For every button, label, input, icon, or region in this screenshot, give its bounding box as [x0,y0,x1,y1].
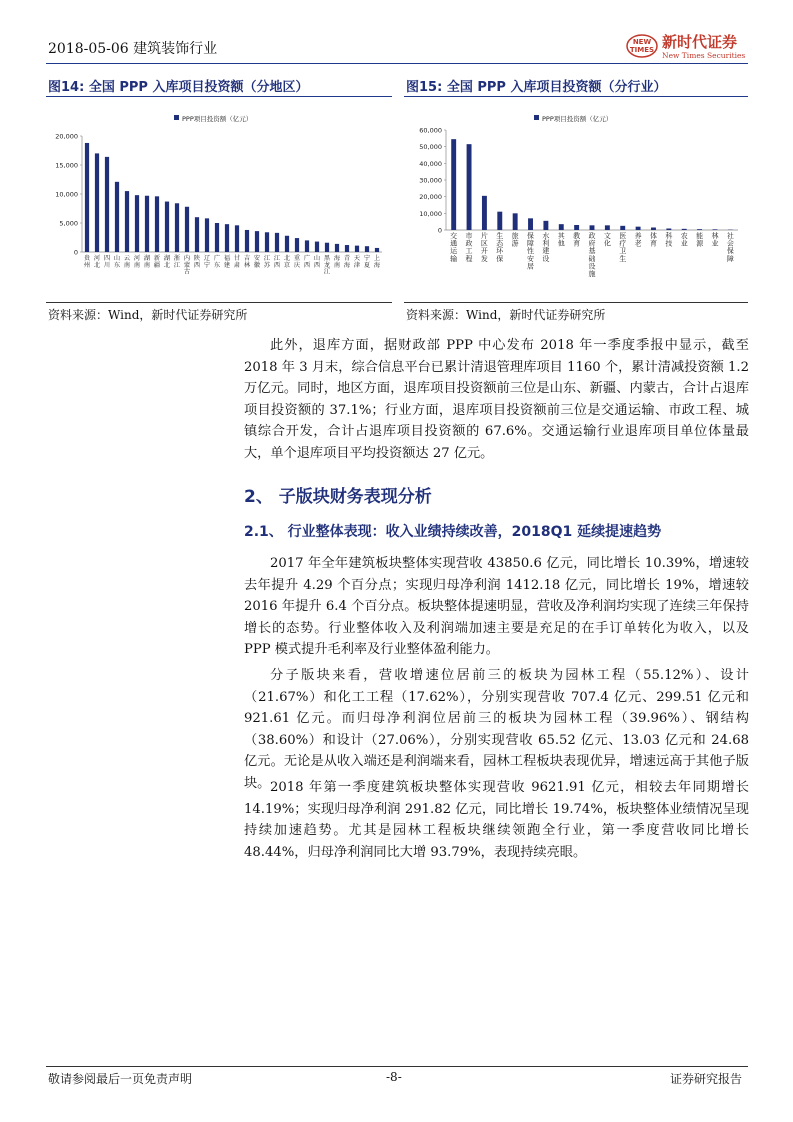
x-tick-label: 江苏 [263,255,271,269]
chart-ppp-by-industry [404,100,748,300]
y-tick-label: 40,000 [419,159,442,168]
bar-内蒙古 [185,207,189,252]
x-tick-label: 甘肃 [233,255,241,269]
bar-海南 [335,244,339,252]
x-tick-label: 广西 [303,255,311,269]
x-tick-label: 辽宁 [203,255,211,269]
legend-label: PPP项目投资额（亿元） [182,115,253,123]
bar-浙江 [175,203,179,252]
bar-片区开发 [482,196,487,230]
bar-农业 [682,229,687,230]
paragraph-2018q1: 2018 年第一季度建筑板块整体实现营收 9621.91 亿元，相较去年同期增长 14.19%；实现归母净利润 291.82 亿元，同比增长 19.74%，板块整体业绩情况呈现持续加速趋势。尤其是园林工程板块继续领跑全行业，第一季度营收同比增长 48.44%，归母净利润同比大增 93.79%，表现持续亮眼。 [244,780,749,860]
bar-重庆 [295,238,299,252]
x-tick-label: 湖北 [163,255,171,269]
x-tick-label: 北京 [283,255,291,269]
x-tick-label: 宁夏 [363,255,371,269]
x-tick-label: 交通运输 [450,232,458,263]
x-tick-label: 医疗卫生 [619,232,627,263]
bar-宁夏 [365,246,369,252]
x-tick-label: 贵州 [83,255,91,269]
x-tick-label: 其他 [557,232,565,248]
x-tick-label: 浙江 [173,255,181,269]
bar-贵州 [85,143,89,252]
x-tick-label: 片区开发 [480,232,488,263]
bar-甘肃 [235,225,239,252]
paragraph-2017-overview: 2017 年全年建筑板块整体实现营收 43850.6 亿元，同比增长 10.39%，增速较去年提升 4.29 个百分点；实现归母净利润 1412.18 亿元，同比增长 19%，增速较 2016 年提升 6.4 个百分点。板块整体提速明显，营收及净利润均实现了连续三年保持增长的态势。行业整体收入及利润端加速主要是充足的在手订单转化为收入，以及 PPP 模式提升毛利率及行业整体盈利能力。 [244,556,749,658]
x-tick-label: 海南 [333,255,341,269]
y-tick-label: 10,000 [55,190,78,199]
company-logo [626,30,750,62]
bar-养老 [636,227,641,230]
x-tick-label: 安徽 [253,255,261,269]
x-tick-label: 青海 [343,255,351,269]
bar-保障性安居 [528,218,533,230]
logo-emblem-icon [626,30,750,62]
bar-青海 [345,245,349,252]
y-tick-label: 20,000 [55,132,78,141]
y-tick-label: 10,000 [419,209,442,218]
x-tick-label: 林业 [711,232,719,248]
x-tick-label: 上海 [373,255,381,269]
x-tick-label: 陕西 [193,255,201,269]
bar-水利建设 [543,221,548,230]
x-tick-label: 山东 [113,255,121,269]
fig15-title-rule [404,96,748,97]
fig15-bottom-rule [404,302,748,303]
y-tick-label: 15,000 [55,161,78,170]
x-tick-label: 吉林 [243,255,251,269]
bar-北京 [285,236,289,252]
bar-黑龙江 [325,243,329,252]
fig14-bottom-rule [46,302,392,303]
header-divider [46,63,748,64]
x-tick-label: 水利建设 [542,232,550,263]
bar-湖南 [145,196,149,252]
footer-report-type: 证券研究报告 [670,1072,743,1086]
bar-科技 [666,229,671,231]
bar-市政工程 [467,144,472,230]
bar-天津 [355,246,359,252]
logo-mark-times: TIMES [629,46,655,54]
y-tick-label: 30,000 [419,176,442,185]
logo-cn-text: 新时代证券 [662,33,738,51]
x-tick-label: 旅游 [511,232,519,248]
paragraph-withdrawal: 此外，退库方面，据财政部 PPP 中心发布 2018 年一季度季报中显示，截至 2018 年 3 月末，综合信息平台已累计清退管理库项目 1160 个，累计清减投资额 1.2 万亿元。同时，地区方面，退库项目投资额前三位是山东、新疆、内蒙古，合计占退库项目投资额的 37.1%；行业方面，退库项目投资额前三位是交通运输、市政工程、城镇综合开发，合计占退库项目投资额的 67.6%。交通运输行业退库项目单位体量最大，单个退库项目平均投资额达 27 亿元。 [244,338,749,461]
x-tick-label: 内蒙古 [183,255,191,276]
bar-山东 [115,182,119,252]
y-tick-label: 5,000 [59,219,78,228]
bar-新疆 [155,196,159,252]
bar-能源 [697,229,702,230]
fig14-title: 图14: 全国 PPP 入库项目投资额（分地区） [48,80,309,95]
bar-江西 [275,233,279,252]
bar-山西 [315,242,319,252]
x-tick-label: 教育 [573,232,581,248]
x-tick-label: 河南 [133,255,141,269]
bar-交通运输 [451,139,456,230]
x-tick-label: 天津 [353,255,361,269]
bar-医疗卫生 [620,226,625,230]
bar-旅游 [513,213,518,230]
bar-江苏 [265,232,269,252]
x-tick-label: 云南 [123,255,131,269]
bar-其他 [559,224,564,230]
bar-安徽 [255,231,259,252]
x-tick-label: 市政工程 [465,232,473,263]
x-tick-label: 江西 [273,255,281,269]
x-tick-label: 政府基础设施 [588,232,596,278]
bar-四川 [105,157,109,252]
bar-云南 [125,191,129,252]
bar-文化 [605,225,610,230]
footer-divider [46,1066,748,1067]
logo-mark-new: NEW [632,38,652,46]
bar-上海 [375,248,379,252]
chart-ppp-by-region [46,100,392,300]
bar-河南 [135,195,139,252]
x-tick-label: 农业 [680,232,688,248]
x-tick-label: 湖南 [143,255,151,269]
x-tick-label: 福建 [223,255,231,269]
bar-林业 [712,229,717,230]
y-tick-label: 0 [437,226,442,235]
bar-广东 [215,223,219,252]
bar-生态环保 [497,212,502,230]
bar-福建 [225,224,229,252]
legend-label: PPP项目投资额（亿元） [542,115,613,123]
x-tick-label: 养老 [634,232,642,248]
x-tick-label: 文化 [603,232,611,248]
bar-辽宁 [205,218,209,252]
x-tick-label: 科技 [665,232,673,248]
y-tick-label: 50,000 [419,143,442,152]
y-tick-label: 0 [73,248,78,257]
bar-吉林 [245,230,249,252]
x-tick-label: 保障性安居 [527,232,535,271]
legend-swatch [174,115,179,120]
paragraph-subsector: 分子版块来看，营收增速位居前三的板块为园林工程（55.12%）、设计（21.67%）和化工工程（17.62%），分别实现营收 707.4 亿元、299.51 亿元和 921.61 亿元。而归母净利润位居前三的板块为园林工程（39.96%）、钢结构（38.60%）和设计（27.06%），分别实现营收 65.52 亿元、13.03 亿元和 24.68 亿元。无论是从收入端还是利润端来看，园林工程板块表现优异，增速远高于其他子版块。 [244,668,749,791]
chart-legend [174,114,252,123]
bar-政府基础设施 [590,225,595,230]
chart-legend [534,114,612,123]
bar-湖北 [165,202,169,252]
bar-广西 [305,240,309,252]
fig15-title: 图15: 全国 PPP 入库项目投资额（分行业） [406,80,667,95]
bar-陕西 [195,217,199,252]
x-tick-label: 社会保障 [726,232,734,263]
y-tick-label: 60,000 [419,126,442,135]
y-tick-label: 20,000 [419,193,442,202]
footer-page-number: -8- [386,1070,402,1084]
bar-河北 [95,153,99,252]
fig14-source: 资料来源：Wind，新时代证券研究所 [48,308,248,322]
x-tick-label: 生态环保 [496,232,504,263]
fig14-title-rule [46,96,392,97]
x-tick-label: 重庆 [293,255,301,269]
bar-体育 [651,228,656,231]
fig15-source: 资料来源：Wind，新时代证券研究所 [406,308,606,322]
x-tick-label: 黑龙江 [323,255,331,276]
footer-disclaimer: 敬请参阅最后一页免责声明 [48,1072,193,1086]
section-heading-2-1: 2.1、 行业整体表现：收入业绩持续改善，2018Q1 延续提速趋势 [244,524,662,540]
x-tick-label: 山西 [313,255,321,269]
header-date-industry: 2018-05-06 建筑装饰行业 [48,41,218,57]
x-tick-label: 新疆 [153,255,161,269]
logo-en-text: New Times Securities [662,51,746,60]
x-tick-label: 广东 [213,255,221,269]
x-tick-label: 体育 [649,232,657,248]
legend-swatch [534,115,539,120]
x-tick-label: 四川 [103,255,111,269]
section-heading-2: 2、 子版块财务表现分析 [244,487,432,507]
bar-教育 [574,225,579,230]
x-tick-label: 能源 [696,232,704,248]
x-tick-label: 河北 [93,255,101,269]
